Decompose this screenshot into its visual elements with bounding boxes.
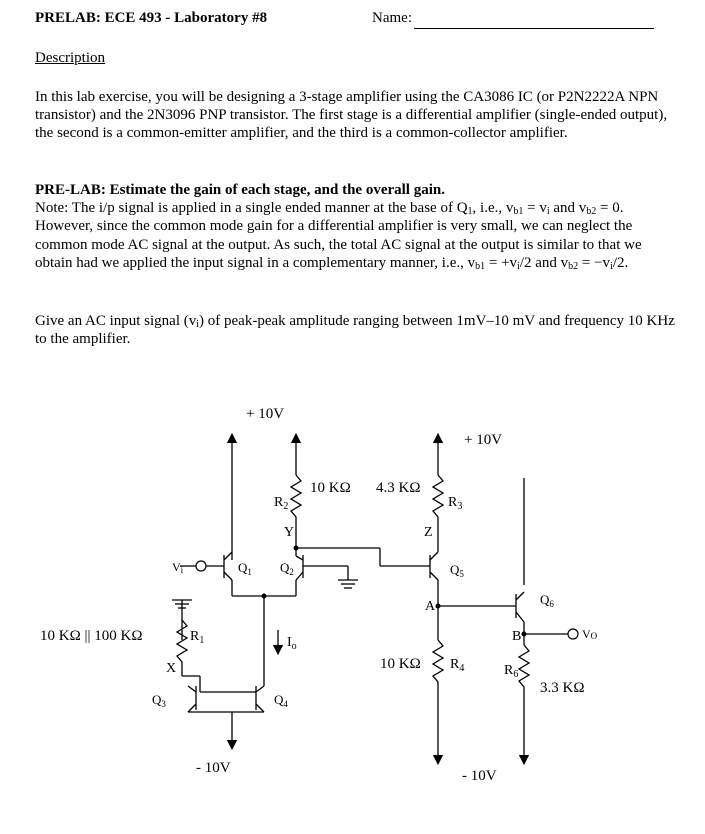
q3-label: $Q_3$ <box>152 692 166 709</box>
node-b-dot <box>522 632 527 637</box>
r3-value-label: 4.3 KΩ <box>376 480 421 496</box>
q6-label: $Q_6$ <box>540 592 554 609</box>
r4-value-label: 10 KΩ <box>380 656 421 672</box>
q1-label: $Q_1$ <box>238 560 252 577</box>
r6-value-label: 3.3 KΩ <box>540 680 585 696</box>
vo-label: VO <box>582 627 598 641</box>
vi-terminal <box>196 561 206 571</box>
input-signal-paragraph: Give an AC input signal $(v_i)$ of peak-peak amplitude ranging between 1mV–10 mV and frequency 10 KHz to the amplifier. <box>35 313 675 348</box>
q5-label: $Q_5$ <box>450 562 464 579</box>
vi-label: Vi <box>172 560 184 575</box>
supply-pos-label-2: + 10V <box>464 432 503 448</box>
r2-designator: $R_2$ <box>274 495 289 512</box>
node-y-label: Y <box>284 525 295 540</box>
supply-pos-label-1: + 10V <box>246 406 285 422</box>
q6-emitter <box>516 612 524 622</box>
r4-resistor <box>433 640 443 760</box>
description-paragraph: In this lab exercise, you will be designing a 3-stage amplifier using the CA3086 IC (or P2N2222A NPN transistor) and the 2N3096 PNP transistor. The first stage is a differential amplifier (single-ended output), the second is a common-emitter amplifier, and the third is a common-collector amplifier. <box>35 89 668 142</box>
q5-collector <box>430 572 438 580</box>
q4-label: $Q_4$ <box>274 692 288 709</box>
description-heading: Description <box>35 50 105 66</box>
q1-emitter <box>224 572 232 580</box>
node-a-label: A <box>425 599 436 614</box>
q2-label: $Q_2$ <box>280 560 294 577</box>
q4-collector <box>256 686 264 692</box>
node-y-dot <box>294 546 299 551</box>
tail-junction <box>262 594 267 599</box>
q2-collector <box>296 556 303 560</box>
q6-collector <box>516 592 524 600</box>
r3-designator: $R_3$ <box>448 495 463 512</box>
r4-designator: $R_4$ <box>450 657 465 674</box>
r6-resistor <box>519 645 529 760</box>
r1-designator: $R_1$ <box>190 629 205 646</box>
r1-value-label: 10 KΩ || 100 KΩ <box>40 628 143 644</box>
r6-designator: $R_6$ <box>504 663 519 680</box>
supply-neg-label-1: - 10V <box>196 760 231 776</box>
q4-emitter <box>256 704 264 712</box>
node-x-label: X <box>166 661 177 676</box>
node-z-label: Z <box>424 525 433 540</box>
r2-value-label: 10 KΩ <box>310 480 351 496</box>
r3-resistor <box>433 475 443 548</box>
vo-terminal <box>568 629 578 639</box>
q3-emitter <box>188 704 196 712</box>
prelab-note: Note: The i/p signal is applied in a single ended manner at the base of $Q_1$, i.e., $v_{b1} = v_i$ and $v_{b2} = 0$. However, since the common mode gain for a differential amplifier is very small, we can neglect the common mode AC signal at the output. As such, the total AC signal at the output is similar to that we obtain had we applied the input signal in a complementary manner, i.e., $v_{b1} = +v_i/2$ and $v_{b2} = -v_i/2$. <box>35 200 642 272</box>
r1-resistor <box>177 620 187 676</box>
q2-emitter <box>296 572 303 580</box>
page-title: PRELAB: ECE 493 - Laboratory #8 <box>35 10 268 26</box>
io-label: $I_o$ <box>287 635 297 652</box>
q1-collector <box>224 552 232 560</box>
node-a-dot <box>436 604 441 609</box>
name-label: Name: <box>372 10 412 26</box>
node-b-label: B <box>512 629 522 644</box>
q3-collector <box>188 686 196 692</box>
supply-neg-label-2: - 10V <box>462 768 497 784</box>
prelab-heading: PRE-LAB: Estimate the gain of each stage, and the overall gain. <box>35 182 445 198</box>
q5-emitter <box>430 552 438 560</box>
